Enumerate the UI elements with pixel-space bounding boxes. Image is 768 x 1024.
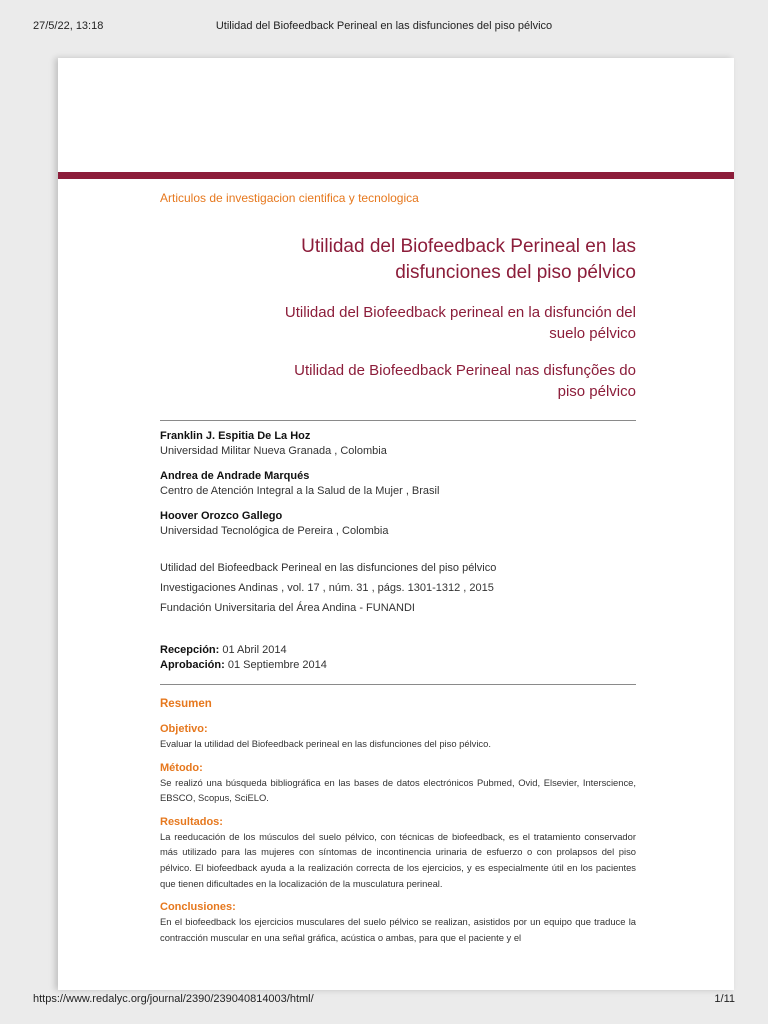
print-footer	[0, 990, 768, 1024]
abstract-objective-heading: Objetivo:	[160, 723, 208, 735]
author-affiliation: Universidad Militar Nueva Granada , Colombia	[160, 445, 387, 457]
print-datetime: 27/5/22, 13:18	[33, 20, 104, 32]
article-title: Utilidad del Biofeedback Perineal en las disfunciones del piso pélvico	[301, 236, 636, 283]
article-subtitle-es: Utilidad del Biofeedback perineal en la disfunción del suelo pélvico	[284, 304, 636, 342]
article-titles	[160, 234, 636, 418]
citation-block	[160, 558, 496, 618]
page-number: 1/11	[714, 993, 735, 1005]
abstract-results-text: La reeducación de los músculos del suelo pélvico, con técnicas de biofeedback, es el tratamiento conservador más utilizado para las mujeres con síntomas de incontinencia urinaria de esfuerzo o con prolapsos del piso pélvico. El biofeedback ayuda a la realización correcta de los ejercicios, y es especialmente útil en los pacientes que tienen dificultades en la localización de la musculatura perineal.	[160, 830, 636, 889]
author-name: Andrea de Andrade Marqués	[160, 470, 310, 482]
author-item	[160, 429, 439, 459]
received-date	[160, 643, 327, 658]
received-value: 01 Abril 2014	[219, 644, 287, 656]
approved-date	[160, 658, 327, 673]
page-url: https://www.redalyc.org/journal/2390/239040814003/html/	[33, 993, 314, 1005]
author-affiliation: Universidad Tecnológica de Pereira , Colombia	[160, 525, 389, 537]
author-name: Hoover Orozco Gallego	[160, 510, 283, 522]
print-header	[0, 0, 768, 50]
citation-journal: Investigaciones Andinas , vol. 17 , núm. 31 , págs. 1301-1312 , 2015	[160, 582, 494, 594]
print-title: Utilidad del Biofeedback Perineal en las disfunciones del piso pélvico	[215, 20, 553, 32]
author-item	[160, 509, 439, 539]
article-subtitle-pt: Utilidad de Biofeedback Perineal nas disfunções do piso pélvico	[294, 362, 636, 400]
author-list	[160, 429, 439, 549]
author-name: Franklin J. Espitia De La Hoz	[160, 430, 311, 442]
article-category-link[interactable]: Articulos de investigacion cientifica y tecnologica	[160, 191, 419, 205]
abstract-heading: Resumen	[160, 698, 212, 710]
approved-value: 01 Septiembre 2014	[224, 659, 327, 671]
received-label: Recepción:	[160, 644, 220, 656]
abstract-objective-text: Evaluar la utilidad del Biofeedback perineal en las disfunciones del piso pélvico.	[160, 738, 491, 749]
abstract-method-heading: Método:	[160, 761, 203, 774]
abstract-section	[160, 696, 636, 954]
citation-publisher: Fundación Universitaria del Área Andina - FUNANDI	[160, 602, 415, 614]
citation-title: Utilidad del Biofeedback Perineal en las disfunciones del piso pélvico	[160, 562, 497, 574]
abstract-results-heading: Resultados:	[160, 815, 223, 828]
document-page	[58, 58, 734, 990]
abstract-conclusions-heading: Conclusiones:	[160, 901, 236, 914]
divider	[160, 684, 636, 685]
header-accent-bar	[58, 172, 734, 179]
abstract-conclusions-text: En el biofeedback los ejercicios musculares del suelo pélvico se realizan, asistidos por un equipo que traduce la contracción muscular en una señal gráfica, acústica o ambas, para que el paciente y el	[160, 916, 636, 943]
article-dates	[160, 643, 327, 673]
author-item	[160, 469, 439, 499]
divider	[160, 420, 636, 421]
approved-label: Aprobación:	[160, 659, 225, 671]
abstract-method-text: Se realizó una búsqueda bibliográfica en las bases de datos electrónicos Pubmed, Ovid, Elsevier, Interscience, EBSCO, Scopus, SciELO.	[160, 776, 636, 804]
author-affiliation: Centro de Atención Integral a la Salud de la Mujer , Brasil	[160, 485, 440, 497]
